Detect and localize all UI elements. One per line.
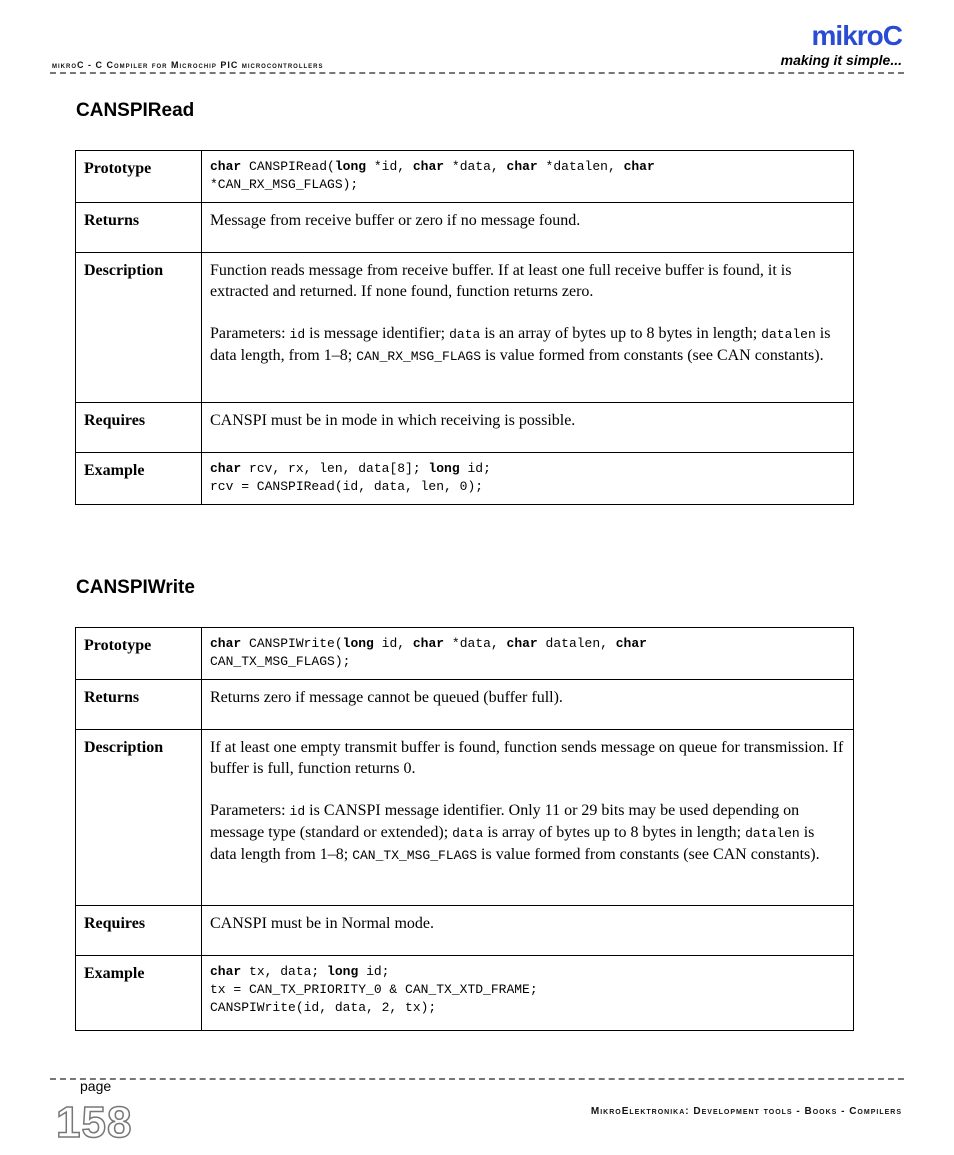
row-label: Example (76, 956, 202, 1031)
example-code: char tx, data; long id; tx = CAN_TX_PRIORITY_0 & CAN_TX_XTD_FRAME; CANSPIWrite(id, data, 2, tx); (202, 956, 854, 1031)
row-label: Returns (76, 203, 202, 253)
footer-divider (50, 1078, 904, 1080)
description-text: If at least one empty transmit buffer is found, function sends message on queue for transmission. If buffer is full, function returns 0. Parameters: id is CANSPI message identifier. Only 11 or 29 bits may be used depending on message type (standard or extended); data is array of bytes up to 8 bytes in length; datalen is data length from 1–8; CAN_TX_MSG_FLAGS is value formed from constants (see CAN constants). (202, 730, 854, 906)
row-label: Prototype (76, 628, 202, 680)
row-label: Returns (76, 680, 202, 730)
header-divider (50, 72, 904, 74)
header-title: mikroC - C Compiler for Microchip PIC microcontrollers (52, 60, 324, 70)
prototype-row (76, 151, 854, 203)
prototype-code: char CANSPIWrite(long id, char *data, char datalen, char CAN_TX_MSG_FLAGS); (202, 628, 854, 680)
returns-text: Returns zero if message cannot be queued (buffer full). (202, 680, 854, 730)
row-label: Description (76, 730, 202, 906)
row-label: Description (76, 253, 202, 403)
footer-publisher: MikroElektronika: Development tools - Books - Compilers (590, 1106, 902, 1117)
description-row (76, 253, 854, 403)
returns-row (76, 203, 854, 253)
requires-row (76, 906, 854, 956)
row-label: Prototype (76, 151, 202, 203)
returns-text: Message from receive buffer or zero if no message found. (202, 203, 854, 253)
row-label: Requires (76, 403, 202, 453)
section-title-canspiread: CANSPIRead (76, 100, 195, 121)
description-row (76, 730, 854, 906)
requires-text: CANSPI must be in Normal mode. (202, 906, 854, 956)
canspiwrite-table (75, 627, 854, 1031)
example-row (76, 453, 854, 505)
example-row (76, 956, 854, 1031)
header-slogan: making it simple... (780, 52, 902, 68)
returns-row (76, 680, 854, 730)
prototype-code: char CANSPIRead(long *id, char *data, char *datalen, char *CAN_RX_MSG_FLAGS); (202, 151, 854, 203)
mikroc-logo: mikroC (811, 20, 902, 51)
canspiread-table (75, 150, 854, 505)
page-label: page (80, 1078, 112, 1094)
description-text: Function reads message from receive buffer. If at least one full receive buffer is found, it is extracted and returned. If none found, function returns zero. Parameters: id is message identifier; data is an array of bytes up to 8 bytes in length; datalen is data length, from 1–8; CAN_RX_MSG_FLAGS is value formed from constants (see CAN constants). (202, 253, 854, 403)
requires-text: CANSPI must be in mode in which receiving is possible. (202, 403, 854, 453)
section-title-canspiwrite: CANSPIWrite (76, 577, 195, 598)
row-label: Requires (76, 906, 202, 956)
page-number: 158 (56, 1098, 133, 1147)
row-label: Example (76, 453, 202, 505)
requires-row (76, 403, 854, 453)
example-code: char rcv, rx, len, data[8]; long id; rcv = CANSPIRead(id, data, len, 0); (202, 453, 854, 505)
prototype-row (76, 628, 854, 680)
